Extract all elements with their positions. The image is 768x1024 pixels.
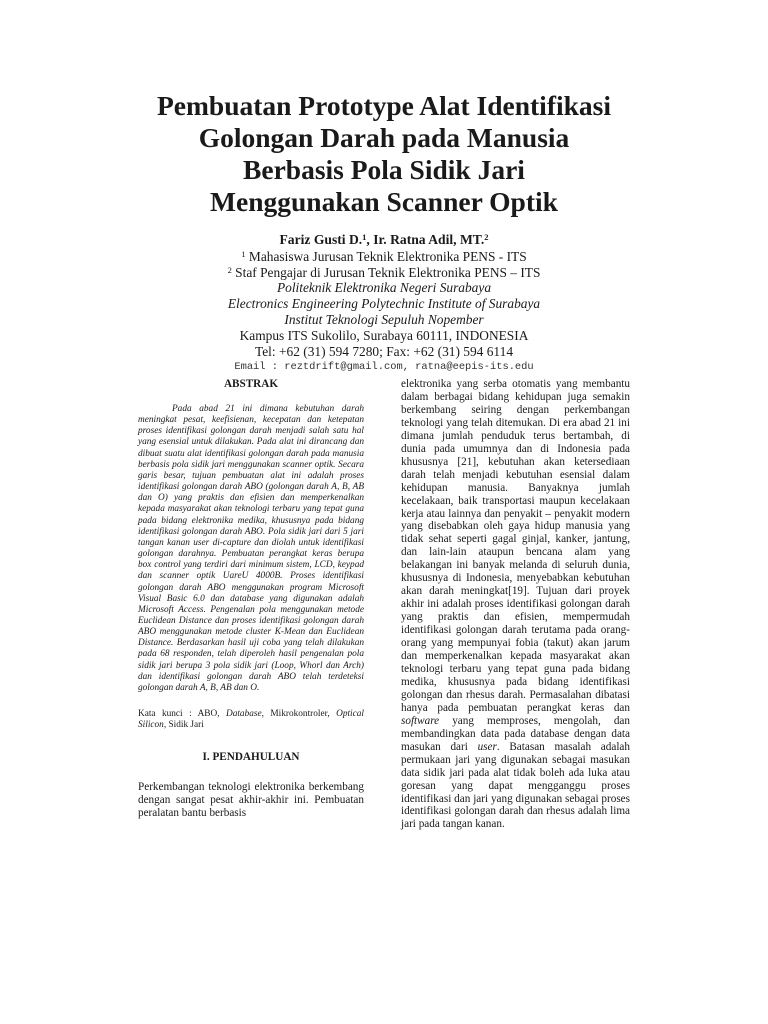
keywords-prefix: Kata kunci : ABO, xyxy=(138,709,226,720)
institution-en: Electronics Engineering Polytechnic Institute of Surabaya xyxy=(227,296,541,312)
intro-right-software: software xyxy=(401,714,440,727)
email-line: Email : reztdrift@gmail.com, ratna@eepis-its.edu xyxy=(234,361,534,374)
keywords xyxy=(138,709,364,731)
author-names xyxy=(100,232,668,248)
author-2-name: Ir. Ratna Adil, MT. xyxy=(373,232,485,247)
affiliation-2-text: Staf Pengajar di Jurusan Teknik Elektronika PENS – ITS xyxy=(231,264,541,280)
author-2-mark: 2 xyxy=(484,232,489,242)
right-column xyxy=(401,378,630,831)
abstract-text: Pada abad 21 ini dimana kebutuhan darah meningkat pesat, keefisienan, kecepatan dan ketepatan proses identifikasi golongan darah menjadi salah satu hal yang esensial untuk dilakukan. Pada alat ini dirancang dan dibuat suatu alat identifikasi golongan darah pada manusia berbasis pola sidik jari menggunakan scanner optik. Secara garis besar, tujuan pembuatan alat ini adalah proses identifikasi golongan darah ABO (golongan darah A, B, AB dan O) yang praktis dan efisien dan memperkenalkan kepada masyarakat akan teknologi terbaru yang tepat guna pada bidang elektronika medika, khususnya pada bidang identifikasi golongan darah ABO. Pola sidik jari dari 5 jari tangan kanan user di-capture dan diolah untuk identifikasi golongan darahnya. Pembuatan perangkat keras berupa box control yang terdiri dari minimum sistem, LCD, keypad dan scanner optik UareU 4000B. Proses identifikasi golongan darah ABO menggunakan program Microsoft Visual Basic 6.0 dan database yang digunakan adalah Microsoft Access. Pengenalan pola menggunakan metode Euclidean Distance dan proses identifikasi golongan darah ABO menggunakan metode cluster K-Mean dan Euclidean Distance. Berdasarkan hasil uji coba yang telah dilakukan pada 68 responden, telah diperoleh hasil pengenalan pola sidik jari berupa 3 pola sidik jari (Loop, Whorl dan Arch) dan identifikasi golongan darah ABO telah terdeteksi golongan darah A, B, AB dan O. xyxy=(138,404,364,693)
title-line: Berbasis Pola Sidik Jari xyxy=(243,154,525,185)
abstract-heading: ABSTRAK xyxy=(223,378,279,390)
affiliation-1-text: Mahasiswa Jurusan Teknik Elektronika PENS - ITS xyxy=(245,248,527,264)
author-1-name: Fariz Gusti D. xyxy=(279,232,363,247)
paper-title xyxy=(100,90,668,218)
intro-right-user: user xyxy=(477,740,497,753)
parent-institution: Institut Teknologi Sepuluh Nopember xyxy=(284,311,484,327)
title-line: Menggunakan Scanner Optik xyxy=(210,186,558,217)
introduction-heading: I. PENDAHULUAN xyxy=(202,751,300,764)
affiliation-1-mark: 1 xyxy=(241,248,246,259)
affiliation-2 xyxy=(100,265,668,281)
affiliation-1 xyxy=(100,249,668,265)
intro-right-part-3: . Batasan masalah adalah permukaan jari yang digunakan sebagai masukan data sidik jari pada alat tidak boleh ada luka atau goresan yang dapat mengganggu proses identifikasi dan jari yang digunakan sebagai proses identifikasi golongan darah dan rhesus adalah lima jari pada tangan kanan. xyxy=(401,740,630,831)
author-separator: , xyxy=(366,232,374,247)
keyword-optical-silicon: Optical Silicon xyxy=(138,709,364,731)
left-column xyxy=(138,378,364,820)
keywords-mid: , Mikrokontroler, xyxy=(261,709,337,720)
author-block xyxy=(100,232,668,376)
title-line: Pembuatan Prototype Alat Identifikasi xyxy=(156,90,612,121)
address: Kampus ITS Sukolilo, Surabaya 60111, INDONESIA xyxy=(239,327,529,343)
author-1-mark: 1 xyxy=(362,232,367,242)
keyword-database: Database xyxy=(225,709,262,720)
affiliation-2-mark: 2 xyxy=(227,264,232,275)
intro-right-part-1: elektronika yang serba otomatis yang membantu dalam berbagai bidang kehidupan juga semakin berkembang seiring dengan perkembangan teknologi yang telah ditemukan. Di era abad 21 ini dimana jumlah penduduk terus bertambah, di dunia pada umumnya dan di Indonesia pada khususnya [21], kebutuhan akan ketersediaan darah telah menjadi kebutuhan esensial dalam kehidupan manusia. Banyaknya jumlah kecelakaan, baik transportasi maupun kecelakaan kerja atau lainnya dan penyakit – penyakit modern yang disebabkan oleh gaya hidup manusia yang tidak sehat seperti gagal ginjal, kanker, jantung, dan lain-lain ataupun bencana alam yang belakangan ini banyak melanda di seluruh dunia, khususnya di Indonesia, menyebabkan kebutuhan akan darah meningkat[19]. Tujuan dari proyek akhir ini adalah proses identifikasi golongan darah yang praktis dan efisien, mempermudah identifikasi golongan darah terutama pada orang-orang yang mempunyai fobia (takut) akan jarum dan memperkenalkan kepada masyarakat akan teknologi terbaru yang tepat guna pada bidang medika, khususnya pada bidang identifikasi golongan dan rhesus darah. Permasalahan dibatasi hanya pada pembuatan perangkat keras dan xyxy=(401,378,630,714)
institution-id: Politeknik Elektronika Negeri Surabaya xyxy=(276,280,492,296)
introduction-text-left: Perkembangan teknologi elektronika berkembang dengan sangat pesat akhir-akhir ini. Pembuatan peralatan bantu berbasis xyxy=(138,781,364,820)
keywords-suffix: , Sidik Jari xyxy=(163,720,204,731)
phone-fax: Tel: +62 (31) 594 7280; Fax: +62 (31) 594 6114 xyxy=(254,343,514,359)
title-line: Golongan Darah pada Manusia xyxy=(198,122,570,153)
intro-right-part-2: yang memproses, mengolah, dan membandingkan data pada database dengan data masukan dari xyxy=(401,714,630,753)
introduction-text-right xyxy=(401,378,630,831)
